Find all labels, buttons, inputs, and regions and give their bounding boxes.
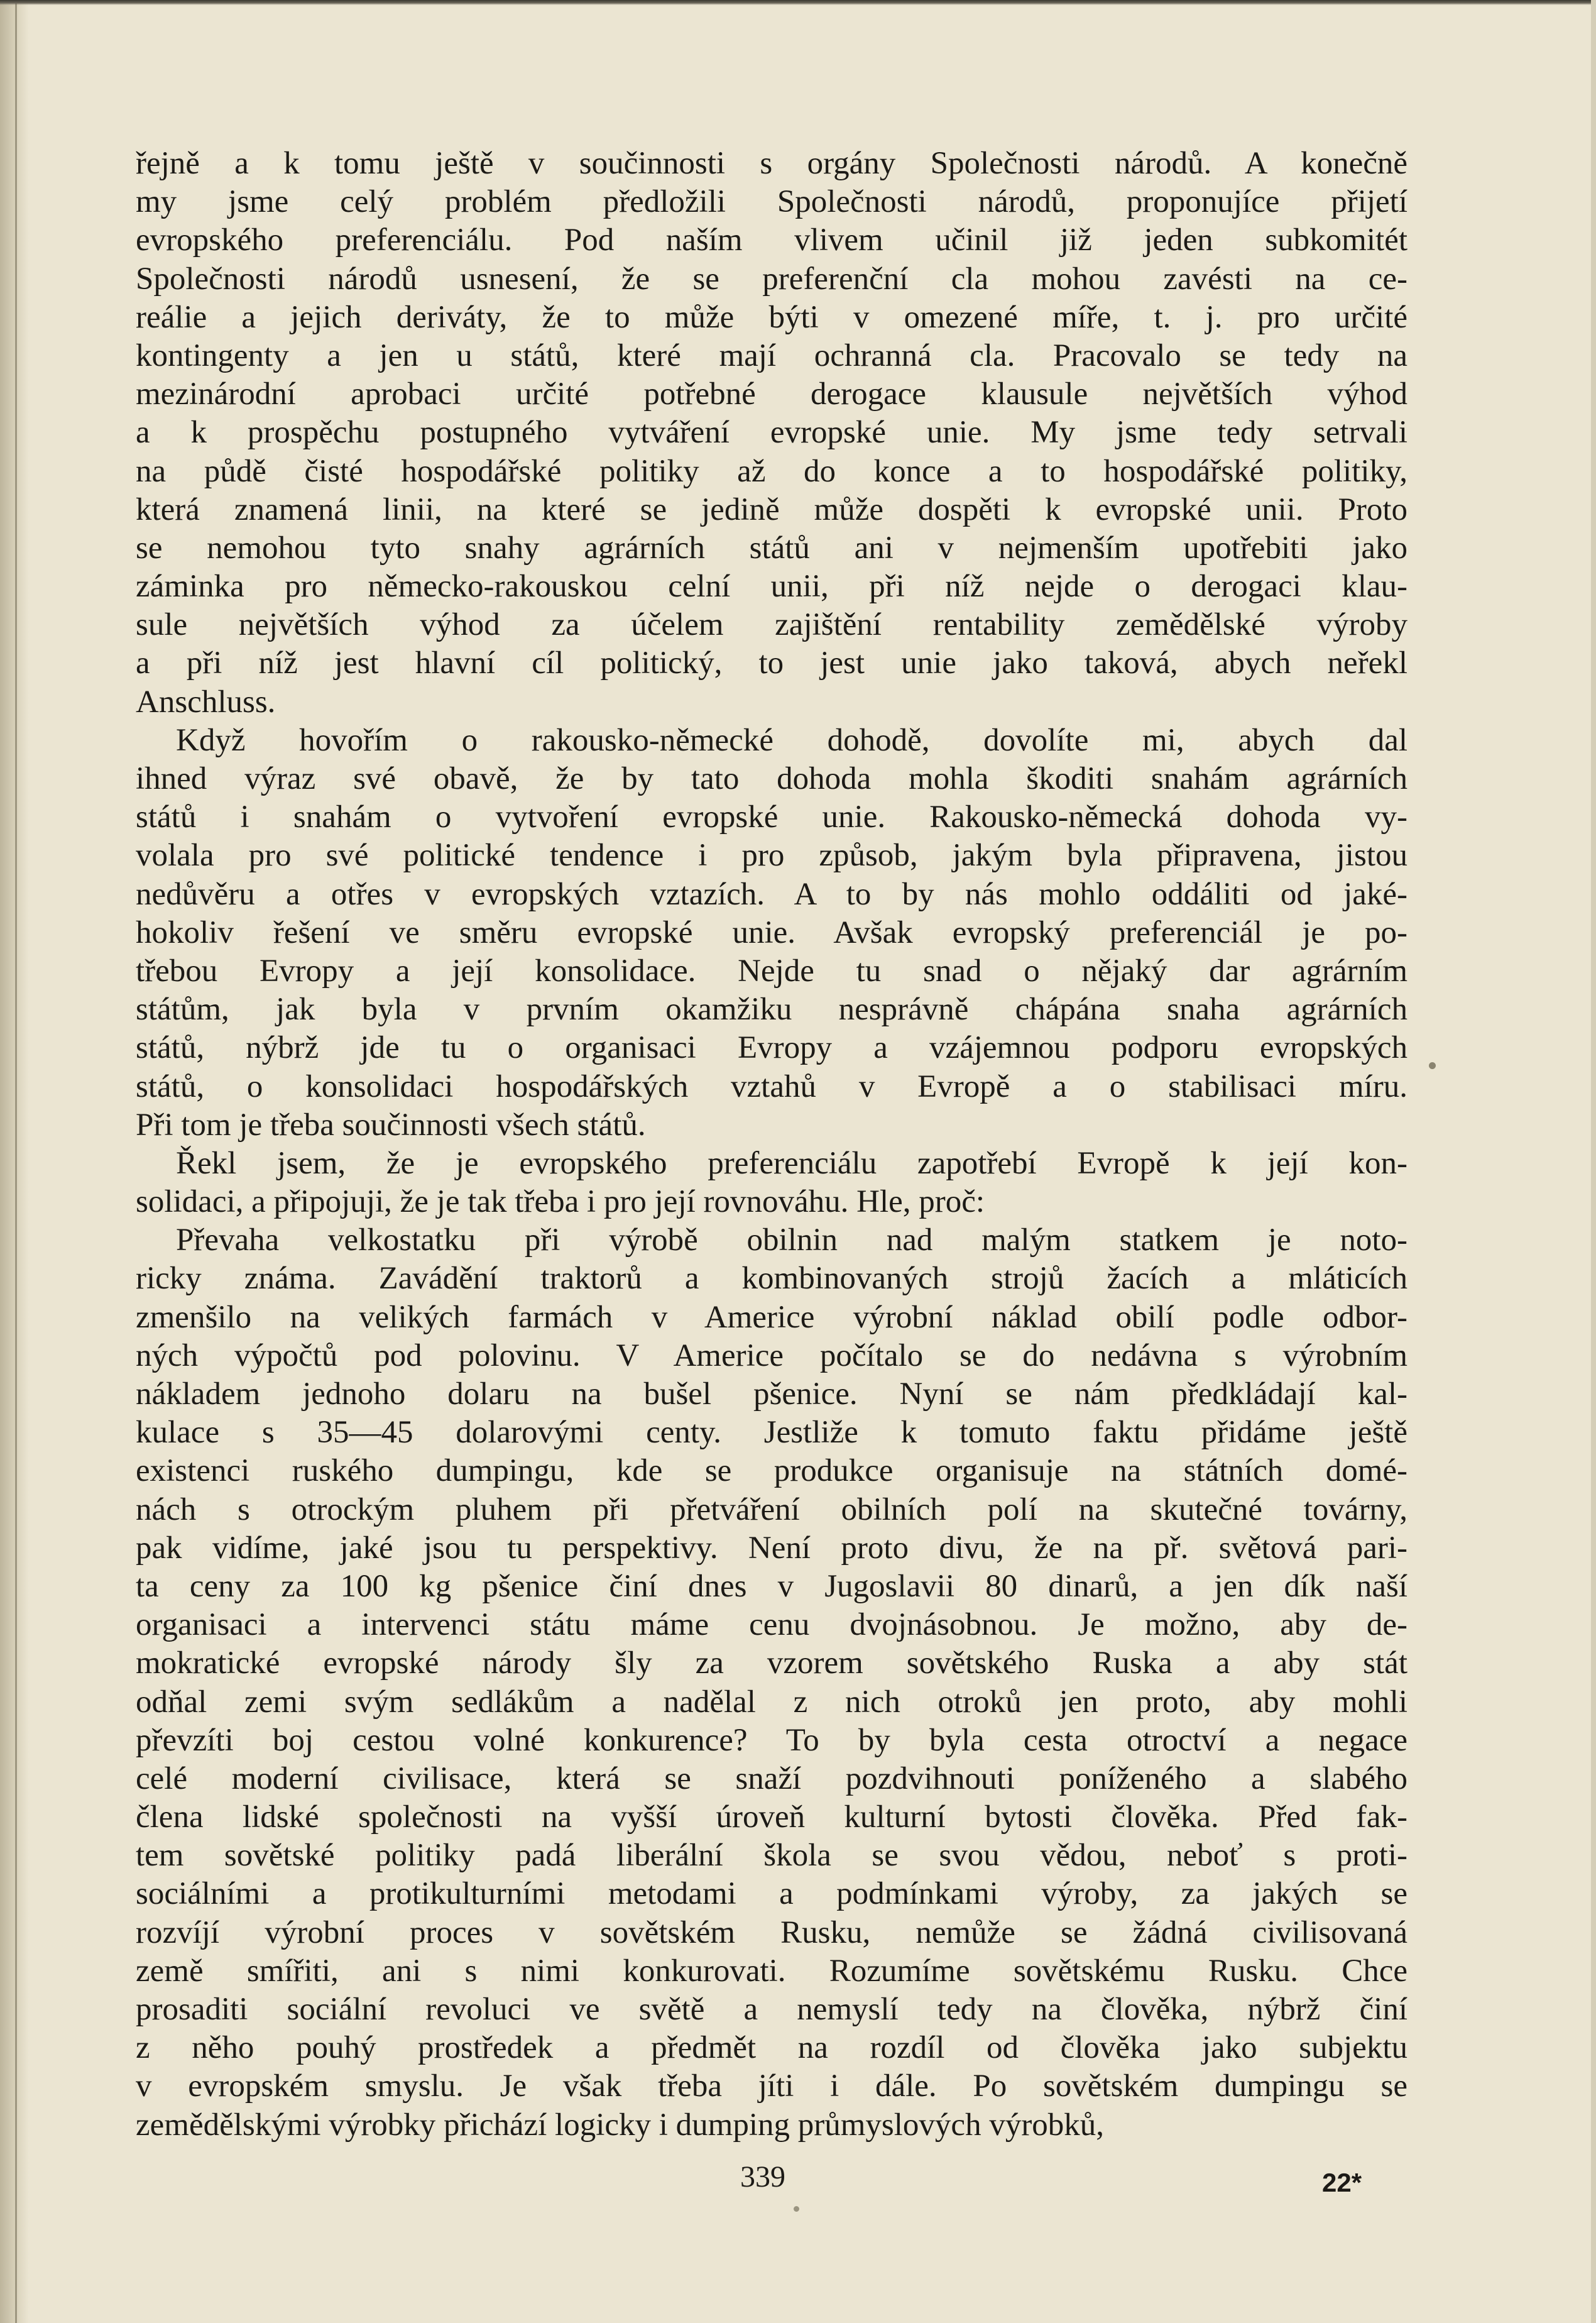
text-line: evropského preferenciálu. Pod naším vlivem učinil již jeden subkomitét	[136, 222, 1407, 258]
paragraph	[136, 1221, 1407, 2145]
text-line: sule největších výhod za účelem zajištění rentability zemědělské výroby	[136, 607, 1407, 643]
text-line: Převaha velkostatku při výrobě obilnin nad malým statkem je noto-	[176, 1222, 1407, 1258]
text-line: mezinárodní aprobaci určité potřebné derogace klausule největších výhod	[136, 376, 1407, 412]
bottom-speck	[794, 2206, 799, 2212]
signature-mark: 22*	[1322, 2168, 1362, 2197]
page-top-edge	[0, 0, 1596, 5]
text-line: a k prospěchu postupného vytváření evropské unie. My jsme tedy setrvali	[136, 415, 1407, 451]
margin-speck	[1429, 1062, 1436, 1069]
text-line: rozvíjí výrobní proces v sovětském Rusku, nemůže se žádná civilisovaná	[136, 1914, 1407, 1950]
text-line: v evropském smyslu. Je však třeba jíti i dále. Po sovětském dumpingu se	[136, 2068, 1407, 2104]
text-line: organisaci a intervenci státu máme cenu dvojnásobnou. Je možno, aby de-	[136, 1607, 1407, 1643]
text-line: se nemohou tyto snahy agrárních států ani v nejmenším upotřebiti jako	[136, 530, 1407, 566]
text-line: reálie a jejich deriváty, že to může býti v omezené míře, t. j. pro určité	[136, 299, 1407, 335]
text-line: a při níž jest hlavní cíl politický, to jest unie jako taková, abych neřekl	[136, 645, 1407, 681]
text-line: odňal zemi svým sedlákům a nadělal z nich otroků jen proto, aby mohli	[136, 1684, 1407, 1720]
text-line: nedůvěru a otřes v evropských vztazích. A to by nás mohlo oddáliti od jaké-	[136, 876, 1407, 912]
text-line: země smířiti, ani s nimi konkurovati. Rozumíme sovětskému Rusku. Chce	[136, 1953, 1407, 1989]
text-line: států, nýbrž jde tu o organisaci Evropy a vzájemnou podporu evropských	[136, 1030, 1407, 1066]
text-line: pak vidíme, jaké jsou tu perspektivy. Není proto divu, že na př. světová pari-	[136, 1530, 1407, 1566]
text-line: záminka pro německo-rakouskou celní unii, při níž nejde o derogaci klau-	[136, 569, 1407, 605]
page-right-edge	[1591, 0, 1596, 2323]
paragraph	[136, 1145, 1407, 1221]
page-number: 339	[740, 2160, 785, 2194]
binding-shadow	[0, 0, 29, 2323]
text-line: Když hovořím o rakousko-německé dohodě, dovolíte mi, abych dal	[176, 722, 1407, 758]
text-line: Společnosti národů usnesení, že se preferenční cla mohou zavésti na ce-	[136, 261, 1407, 297]
text-line: převzíti boj cestou volné konkurence? To by byla cesta otroctví a negace	[136, 1722, 1407, 1758]
binding-edge-line	[15, 0, 17, 2323]
text-line: států i snahám o vytvoření evropské unie. Rakousko-německá dohoda vy-	[136, 799, 1407, 835]
text-line: prosaditi sociální revoluci ve světě a nemyslí tedy na člověka, nýbrž činí	[136, 1992, 1407, 2027]
text-line: Při tom je třeba součinnosti všech států.	[136, 1107, 646, 1143]
text-line: státům, jak byla v prvním okamžiku nesprávně chápána snaha agrárních	[136, 992, 1407, 1028]
text-line: zemědělskými výrobky přichází logicky i dumping průmyslových výrobků,	[136, 2107, 1105, 2143]
text-line: my jsme celý problém předložili Společnosti národů, proponujíce přijetí	[136, 184, 1407, 220]
text-line: sociálními a protikulturními metodami a podmínkami výroby, za jakých se	[136, 1876, 1407, 1912]
text-line: tem sovětské politiky padá liberální škola se svou vědou, neboť s proti-	[136, 1838, 1407, 1874]
text-line: hokoliv řešení ve směru evropské unie. Avšak evropský preferenciál je po-	[136, 914, 1407, 950]
text-line: států, o konsolidaci hospodářských vztahů v Evropě a o stabilisaci míru.	[136, 1068, 1407, 1104]
text-line: ricky známa. Zavádění traktorů a kombinovaných strojů žacích a mláticích	[136, 1261, 1407, 1297]
text-line: celé moderní civilisace, která se snaží pozdvihnouti poníženého a slabého	[136, 1760, 1407, 1796]
text-line: existenci ruského dumpingu, kde se produkce organisuje na státních domé-	[136, 1453, 1407, 1489]
paragraph	[136, 722, 1407, 1145]
text-line: ihned výraz své obavě, že by tato dohoda mohla škoditi snahám agrárních	[136, 761, 1407, 796]
text-line: ných výpočtů pod polovinu. V Americe počítalo se do nedávna s výrobním	[136, 1337, 1407, 1373]
text-line: člena lidské společnosti na vyšší úroveň kulturní bytosti člověka. Před fak-	[136, 1799, 1407, 1835]
text-line: řejně a k tomu ještě v součinnosti s orgány Společnosti národů. A konečně	[136, 146, 1407, 181]
text-line: zmenšilo na velikých farmách v Americe výrobní náklad obilí podle odbor-	[136, 1299, 1407, 1335]
text-line: která znamená linii, na které se jedině může dospěti k evropské unii. Proto	[136, 492, 1407, 527]
text-line: Anschluss.	[136, 684, 276, 720]
text-line: Řekl jsem, že je evropského preferenciálu zapotřebí Evropě k její kon-	[176, 1145, 1407, 1181]
body-text	[136, 145, 1407, 2145]
text-line: nách s otrockým pluhem při přetváření obilních polí na skutečné továrny,	[136, 1491, 1407, 1527]
text-line: na půdě čisté hospodářské politiky až do konce a to hospodářské politiky,	[136, 453, 1407, 489]
text-line: mokratické evropské národy šly za vzorem sovětského Ruska a aby stát	[136, 1645, 1407, 1681]
text-line: kontingenty a jen u států, které mají ochranná cla. Pracovalo se tedy na	[136, 338, 1407, 373]
text-line: z něho pouhý prostředek a předmět na rozdíl od člověka jako subjektu	[136, 2030, 1407, 2066]
text-line: volala pro své politické tendence i pro způsob, jakým byla připravena, jistou	[136, 838, 1407, 874]
paragraph	[136, 145, 1407, 722]
text-line: ta ceny za 100 kg pšenice činí dnes v Jugoslavii 80 dinarů, a jen dík naší	[136, 1568, 1407, 1604]
text-line: třebou Evropy a její konsolidace. Nejde tu snad o nějaký dar agrárním	[136, 953, 1407, 989]
text-line: solidaci, a připojuji, že je tak třeba i pro její rovnováhu. Hle, proč:	[136, 1184, 985, 1220]
text-line: nákladem jednoho dolaru na bušel pšenice. Nyní se nám předkládají kal-	[136, 1376, 1407, 1412]
text-line: kulace s 35—45 dolarovými centy. Jestliže k tomuto faktu přidáme ještě	[136, 1415, 1407, 1451]
